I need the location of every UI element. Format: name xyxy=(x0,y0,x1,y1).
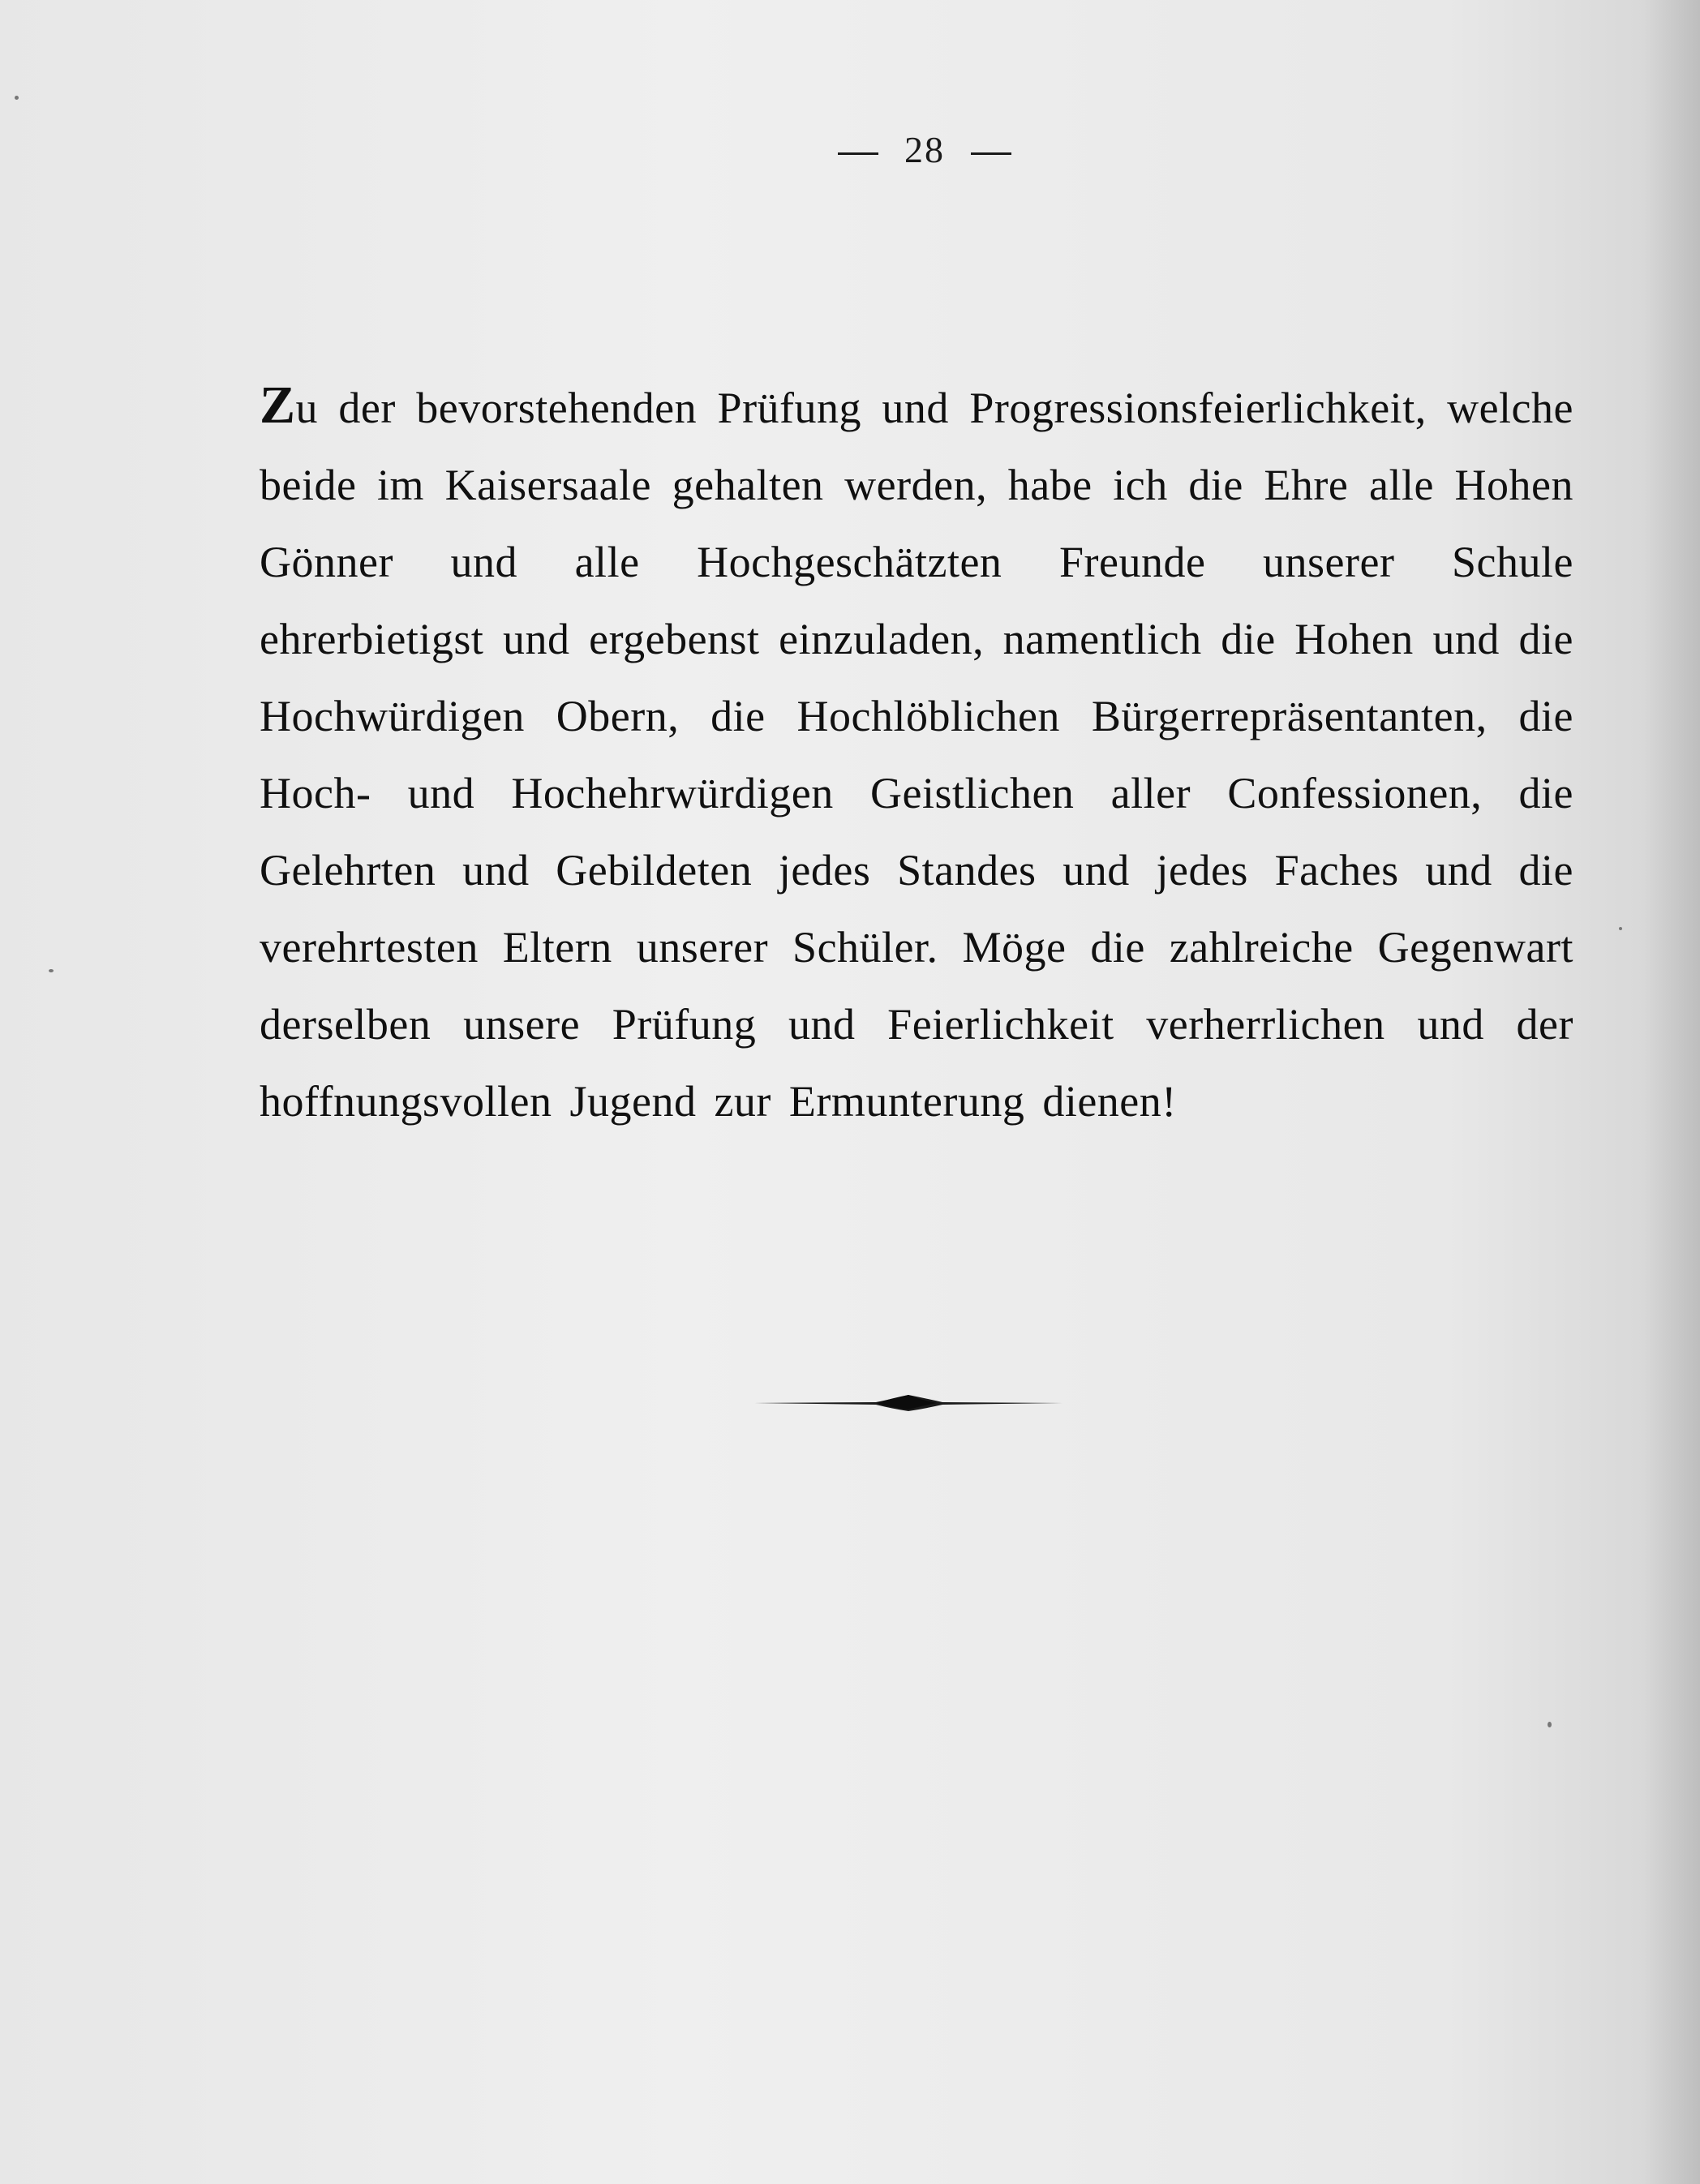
paper-speck xyxy=(15,96,19,100)
page-edge-shadow xyxy=(1643,0,1700,2184)
invitation-paragraph xyxy=(260,367,1573,1140)
page-number xyxy=(0,128,1700,171)
ornamental-rule-icon xyxy=(754,1388,1062,1418)
page-number-value: 28 xyxy=(904,129,945,170)
paragraph-text: u der bevorstehenden Prüfung und Progressionsfeierlichkeit, welche beide im Kaisersaale gehalten werden, habe ich die Ehre alle Hohen Gönner und alle Hochgeschätzten Freunde unserer Schule ehrerbietigst und ergebenst einzuladen, namentlich die Hohen und die Hochwürdigen Obern, die Hochlöblichen Bürgerrepräsentanten, die Hoch- und Hochehrwürdigen Geistlichen aller Confessionen, die Gelehrten und Gebildeten jedes Standes und jedes Faches und die verehrtesten Eltern unserer Schüler. Möge die zahlreiche Gegenwart derselben unsere Prüfung und Feierlichkeit verherrlichen und der hoffnungsvollen Jugend zur Ermunterung dienen! xyxy=(260,384,1573,1126)
paper-speck xyxy=(49,969,54,972)
page-number-dash-right xyxy=(971,152,1011,155)
paper-speck xyxy=(1548,1722,1552,1727)
initial-letter: Z xyxy=(260,375,296,435)
page-number-dash-left xyxy=(838,152,878,155)
paper-speck xyxy=(1619,927,1622,930)
